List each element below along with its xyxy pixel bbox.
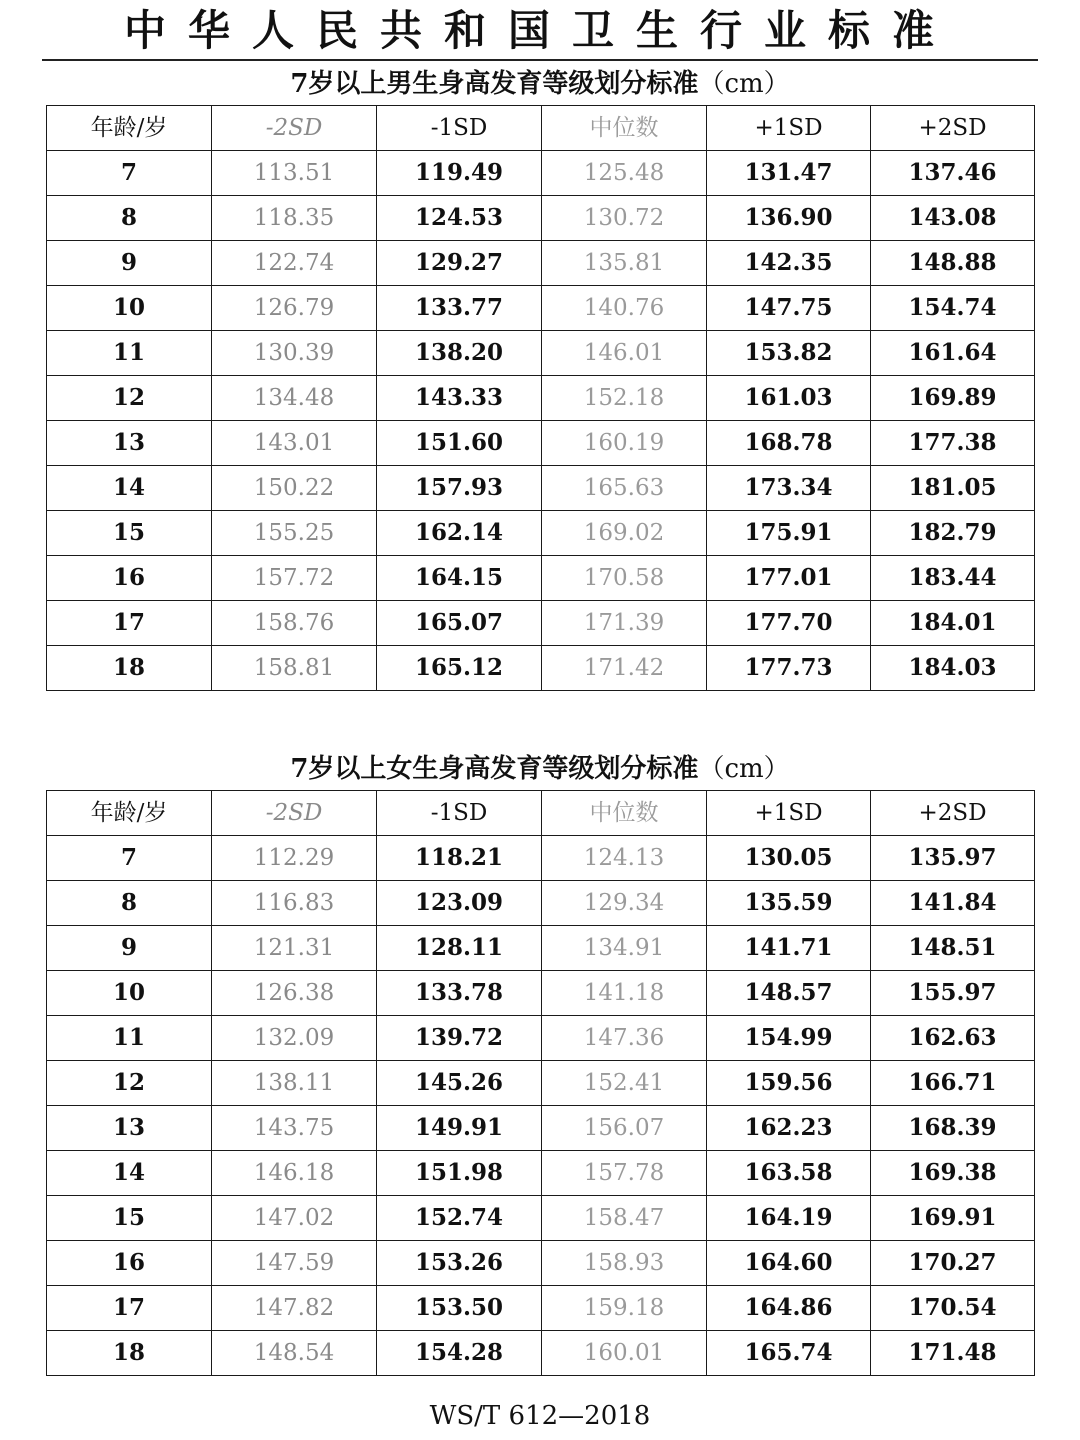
- cell-plus-1sd: 142.35: [707, 241, 871, 286]
- cell-plus-1sd: 162.23: [707, 1106, 871, 1151]
- cell-age: 14: [47, 466, 212, 511]
- cell-plus-2sd: 162.63: [871, 1016, 1035, 1061]
- cell-plus-1sd: 164.19: [707, 1196, 871, 1241]
- cell-minus-2sd: 150.22: [212, 466, 377, 511]
- cell-age: 10: [47, 286, 212, 331]
- cell-age: 12: [47, 376, 212, 421]
- table-row: [47, 1151, 1035, 1196]
- cell-plus-1sd: 168.78: [707, 421, 871, 466]
- cell-minus-1sd: 149.91: [377, 1106, 542, 1151]
- cell-plus-1sd: 177.73: [707, 646, 871, 691]
- cell-minus-2sd: 118.35: [212, 196, 377, 241]
- girls-height-table: [46, 790, 1035, 1376]
- cell-minus-1sd: 128.11: [377, 926, 542, 971]
- cell-minus-2sd: 134.48: [212, 376, 377, 421]
- cell-plus-2sd: 166.71: [871, 1061, 1035, 1106]
- table-row: [47, 1061, 1035, 1106]
- cell-plus-1sd: 164.60: [707, 1241, 871, 1286]
- cell-age: 13: [47, 1106, 212, 1151]
- cell-plus-1sd: 163.58: [707, 1151, 871, 1196]
- cell-minus-1sd: 154.28: [377, 1331, 542, 1376]
- cell-age: 18: [47, 646, 212, 691]
- cell-minus-1sd: 119.49: [377, 151, 542, 196]
- table-header-row: [47, 791, 1035, 836]
- table-header-row: [47, 106, 1035, 151]
- cell-minus-1sd: 157.93: [377, 466, 542, 511]
- cell-age: 13: [47, 421, 212, 466]
- table-row: [47, 151, 1035, 196]
- cell-plus-1sd: 159.56: [707, 1061, 871, 1106]
- standard-code: WS/T 612—2018: [429, 1401, 651, 1431]
- cell-plus-2sd: 170.27: [871, 1241, 1035, 1286]
- cell-minus-1sd: 164.15: [377, 556, 542, 601]
- cell-plus-2sd: 154.74: [871, 286, 1035, 331]
- cell-plus-2sd: 169.38: [871, 1151, 1035, 1196]
- cell-plus-2sd: 183.44: [871, 556, 1035, 601]
- cell-median: 160.19: [542, 421, 707, 466]
- cell-plus-2sd: 161.64: [871, 331, 1035, 376]
- cell-plus-2sd: 148.51: [871, 926, 1035, 971]
- cell-plus-1sd: 177.01: [707, 556, 871, 601]
- boys-table-title-text: 7岁以上男生身高发育等级划分标准: [290, 69, 699, 99]
- cell-minus-1sd: 143.33: [377, 376, 542, 421]
- column-header-minus-2sd: -2SD: [212, 106, 377, 151]
- column-header-plus-1sd: +1SD: [707, 106, 871, 151]
- cell-age: 11: [47, 1016, 212, 1061]
- cell-plus-1sd: 131.47: [707, 151, 871, 196]
- cell-median: 130.72: [542, 196, 707, 241]
- cell-median: 157.78: [542, 1151, 707, 1196]
- cell-plus-1sd: 135.59: [707, 881, 871, 926]
- table-row: [47, 601, 1035, 646]
- cell-median: 159.18: [542, 1286, 707, 1331]
- cell-median: 141.18: [542, 971, 707, 1016]
- cell-plus-2sd: 170.54: [871, 1286, 1035, 1331]
- cell-median: 124.13: [542, 836, 707, 881]
- cell-age: 7: [47, 836, 212, 881]
- cell-plus-1sd: 141.71: [707, 926, 871, 971]
- cell-plus-1sd: 165.74: [707, 1331, 871, 1376]
- cell-minus-1sd: 145.26: [377, 1061, 542, 1106]
- cell-median: 171.42: [542, 646, 707, 691]
- cell-plus-2sd: 143.08: [871, 196, 1035, 241]
- cell-median: 160.01: [542, 1331, 707, 1376]
- cell-median: 156.07: [542, 1106, 707, 1151]
- boys-table-unit: （cm）: [698, 69, 790, 99]
- header-rule: [42, 59, 1038, 61]
- cell-age: 9: [47, 241, 212, 286]
- cell-minus-2sd: 147.02: [212, 1196, 377, 1241]
- cell-minus-1sd: 138.20: [377, 331, 542, 376]
- cell-minus-2sd: 158.76: [212, 601, 377, 646]
- cell-plus-2sd: 168.39: [871, 1106, 1035, 1151]
- cell-minus-2sd: 138.11: [212, 1061, 377, 1106]
- cell-minus-2sd: 132.09: [212, 1016, 377, 1061]
- cell-minus-1sd: 165.12: [377, 646, 542, 691]
- cell-minus-1sd: 123.09: [377, 881, 542, 926]
- cell-age: 7: [47, 151, 212, 196]
- boys-height-table: [46, 105, 1035, 691]
- column-header-plus-2sd: +2SD: [871, 106, 1035, 151]
- cell-plus-2sd: 135.97: [871, 836, 1035, 881]
- cell-minus-2sd: 146.18: [212, 1151, 377, 1196]
- column-header-median: 中位数: [542, 106, 707, 151]
- table-row: [47, 1016, 1035, 1061]
- cell-plus-2sd: 141.84: [871, 881, 1035, 926]
- cell-median: 152.18: [542, 376, 707, 421]
- table-row: [47, 376, 1035, 421]
- cell-age: 8: [47, 881, 212, 926]
- table-row: [47, 421, 1035, 466]
- cell-age: 17: [47, 601, 212, 646]
- cell-plus-2sd: 182.79: [871, 511, 1035, 556]
- cell-age: 14: [47, 1151, 212, 1196]
- cell-median: 171.39: [542, 601, 707, 646]
- cell-plus-2sd: 181.05: [871, 466, 1035, 511]
- cell-minus-2sd: 121.31: [212, 926, 377, 971]
- cell-minus-1sd: 162.14: [377, 511, 542, 556]
- cell-minus-1sd: 165.07: [377, 601, 542, 646]
- table-row: [47, 1196, 1035, 1241]
- cell-age: 9: [47, 926, 212, 971]
- cell-plus-1sd: 164.86: [707, 1286, 871, 1331]
- column-header-plus-2sd: +2SD: [871, 791, 1035, 836]
- cell-plus-2sd: 169.91: [871, 1196, 1035, 1241]
- table-row: [47, 1241, 1035, 1286]
- cell-minus-1sd: 152.74: [377, 1196, 542, 1241]
- cell-minus-2sd: 126.38: [212, 971, 377, 1016]
- cell-minus-2sd: 143.01: [212, 421, 377, 466]
- table-row: [47, 1106, 1035, 1151]
- cell-minus-1sd: 133.78: [377, 971, 542, 1016]
- cell-plus-2sd: 137.46: [871, 151, 1035, 196]
- document-header: [0, 0, 1080, 62]
- cell-minus-1sd: 124.53: [377, 196, 542, 241]
- cell-minus-2sd: 116.83: [212, 881, 377, 926]
- cell-age: 8: [47, 196, 212, 241]
- cell-minus-2sd: 143.75: [212, 1106, 377, 1151]
- cell-age: 16: [47, 1241, 212, 1286]
- cell-minus-2sd: 112.29: [212, 836, 377, 881]
- cell-plus-1sd: 130.05: [707, 836, 871, 881]
- column-header-median: 中位数: [542, 791, 707, 836]
- cell-plus-1sd: 148.57: [707, 971, 871, 1016]
- table-row: [47, 1286, 1035, 1331]
- table-row: [47, 286, 1035, 331]
- cell-median: 169.02: [542, 511, 707, 556]
- column-header-minus-1sd: -1SD: [377, 106, 542, 151]
- cell-age: 15: [47, 1196, 212, 1241]
- cell-minus-1sd: 118.21: [377, 836, 542, 881]
- cell-age: 16: [47, 556, 212, 601]
- cell-minus-2sd: 155.25: [212, 511, 377, 556]
- cell-minus-1sd: 133.77: [377, 286, 542, 331]
- cell-minus-1sd: 129.27: [377, 241, 542, 286]
- cell-age: 15: [47, 511, 212, 556]
- cell-age: 10: [47, 971, 212, 1016]
- table-row: [47, 196, 1035, 241]
- table-row: [47, 331, 1035, 376]
- column-header-minus-1sd: -1SD: [377, 791, 542, 836]
- cell-median: 135.81: [542, 241, 707, 286]
- cell-minus-1sd: 139.72: [377, 1016, 542, 1061]
- cell-minus-2sd: 113.51: [212, 151, 377, 196]
- table-row: [47, 836, 1035, 881]
- column-header-plus-1sd: +1SD: [707, 791, 871, 836]
- cell-plus-1sd: 177.70: [707, 601, 871, 646]
- cell-plus-1sd: 153.82: [707, 331, 871, 376]
- cell-minus-2sd: 158.81: [212, 646, 377, 691]
- cell-plus-2sd: 177.38: [871, 421, 1035, 466]
- column-header-age: 年龄/岁: [47, 791, 212, 836]
- cell-minus-1sd: 151.98: [377, 1151, 542, 1196]
- cell-median: 147.36: [542, 1016, 707, 1061]
- cell-median: 158.47: [542, 1196, 707, 1241]
- cell-plus-2sd: 184.01: [871, 601, 1035, 646]
- cell-median: 165.63: [542, 466, 707, 511]
- cell-plus-2sd: 155.97: [871, 971, 1035, 1016]
- cell-median: 140.76: [542, 286, 707, 331]
- cell-plus-1sd: 161.03: [707, 376, 871, 421]
- cell-plus-1sd: 136.90: [707, 196, 871, 241]
- table-row: [47, 881, 1035, 926]
- table-row: [47, 1331, 1035, 1376]
- table-row: [47, 511, 1035, 556]
- column-header-minus-2sd: -2SD: [212, 791, 377, 836]
- cell-plus-2sd: 169.89: [871, 376, 1035, 421]
- cell-age: 17: [47, 1286, 212, 1331]
- girls-table-title: [0, 751, 1080, 787]
- girls-table-title-text: 7岁以上女生身高发育等级划分标准: [290, 754, 699, 784]
- cell-median: 152.41: [542, 1061, 707, 1106]
- cell-minus-2sd: 148.54: [212, 1331, 377, 1376]
- boys-table-title: [0, 66, 1080, 102]
- document-title: 中华人民共和国卫生行业标准: [123, 6, 956, 55]
- cell-age: 18: [47, 1331, 212, 1376]
- cell-median: 170.58: [542, 556, 707, 601]
- cell-median: 146.01: [542, 331, 707, 376]
- cell-plus-2sd: 184.03: [871, 646, 1035, 691]
- cell-median: 158.93: [542, 1241, 707, 1286]
- table-row: [47, 556, 1035, 601]
- table-row: [47, 241, 1035, 286]
- cell-age: 11: [47, 331, 212, 376]
- table-row: [47, 646, 1035, 691]
- cell-age: 12: [47, 1061, 212, 1106]
- cell-minus-2sd: 130.39: [212, 331, 377, 376]
- cell-plus-1sd: 175.91: [707, 511, 871, 556]
- table-row: [47, 926, 1035, 971]
- cell-minus-1sd: 151.60: [377, 421, 542, 466]
- cell-plus-2sd: 171.48: [871, 1331, 1035, 1376]
- cell-minus-2sd: 147.59: [212, 1241, 377, 1286]
- cell-minus-2sd: 122.74: [212, 241, 377, 286]
- table-row: [47, 971, 1035, 1016]
- cell-minus-2sd: 157.72: [212, 556, 377, 601]
- cell-plus-1sd: 154.99: [707, 1016, 871, 1061]
- column-header-age: 年龄/岁: [47, 106, 212, 151]
- cell-plus-1sd: 173.34: [707, 466, 871, 511]
- cell-median: 129.34: [542, 881, 707, 926]
- cell-minus-1sd: 153.26: [377, 1241, 542, 1286]
- girls-table-unit: （cm）: [698, 754, 790, 784]
- cell-median: 134.91: [542, 926, 707, 971]
- cell-median: 125.48: [542, 151, 707, 196]
- table-row: [47, 466, 1035, 511]
- cell-plus-1sd: 147.75: [707, 286, 871, 331]
- cell-minus-1sd: 153.50: [377, 1286, 542, 1331]
- cell-minus-2sd: 147.82: [212, 1286, 377, 1331]
- cell-plus-2sd: 148.88: [871, 241, 1035, 286]
- cell-minus-2sd: 126.79: [212, 286, 377, 331]
